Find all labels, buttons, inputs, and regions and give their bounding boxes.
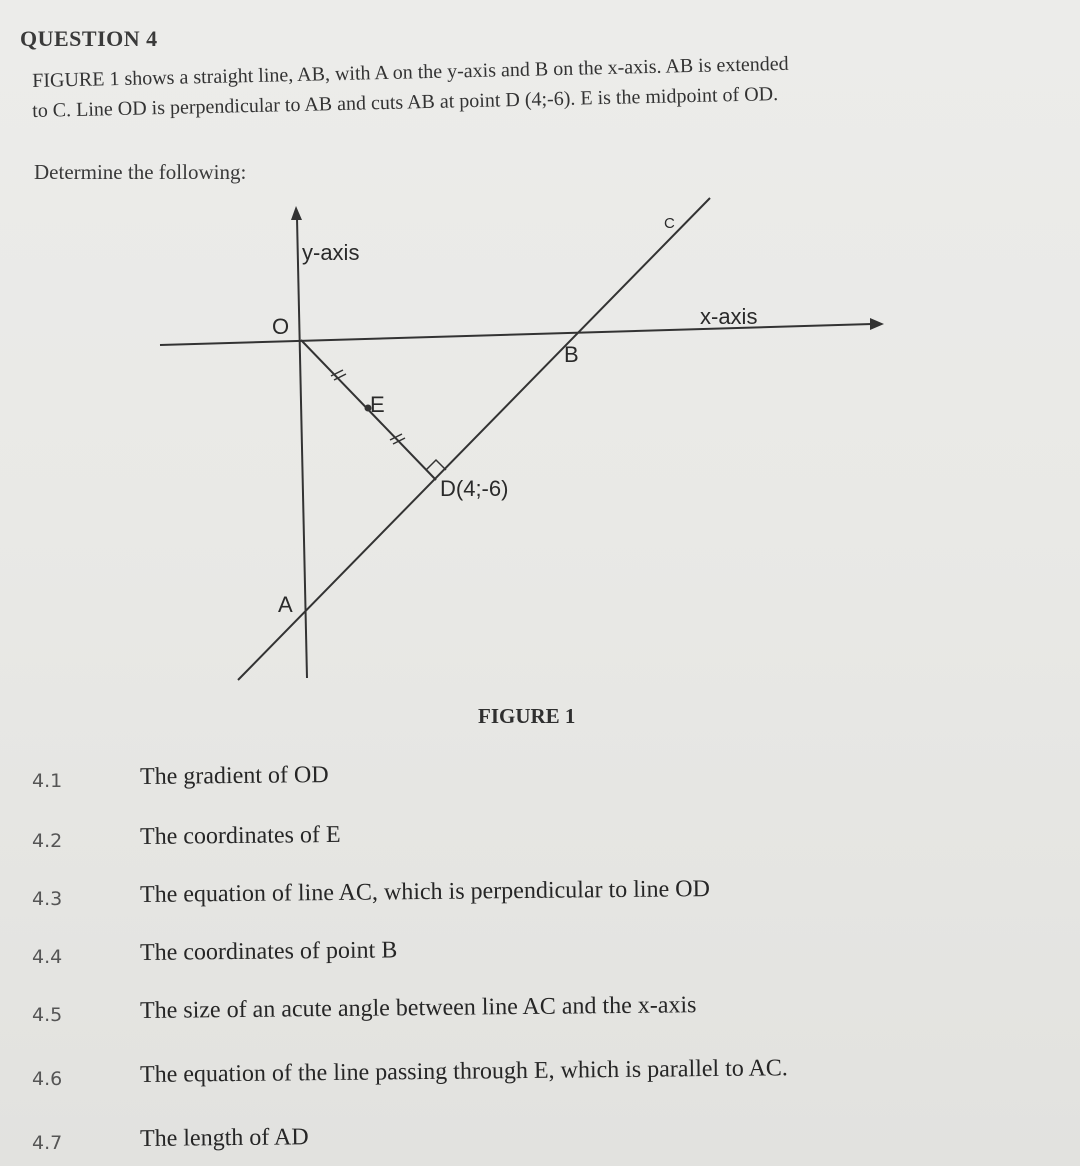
y-axis-arrow-icon <box>291 206 302 220</box>
question-item <box>0 938 1080 978</box>
question-text: The coordinates of point B <box>139 937 398 966</box>
y-axis-label: y-axis <box>302 240 360 265</box>
question-number: 4.3 <box>32 888 63 910</box>
question-number: 4.6 <box>32 1068 63 1090</box>
point-e-label: E <box>370 392 385 417</box>
question-text: The equation of line AC, which is perpendicular to line OD <box>139 876 710 908</box>
question-item <box>0 1055 1080 1100</box>
intro-line-2: to C. Line OD is perpendicular to AB and cuts AB at point D (4;-6). E is the midpoint of OD. <box>32 83 779 122</box>
question-text: The coordinates of E <box>139 821 341 850</box>
question-item <box>0 992 1080 1036</box>
point-c-label: C <box>664 215 675 232</box>
question-number: 4.7 <box>32 1132 63 1154</box>
point-b-label: B <box>564 342 579 367</box>
y-axis-line <box>297 218 307 678</box>
question-number: 4.4 <box>32 946 63 968</box>
question-text: The size of an acute angle between line AC and the x-axis <box>139 992 697 1024</box>
question-number: 4.5 <box>32 1004 63 1026</box>
question-item <box>0 822 1080 862</box>
question-text: The gradient of OD <box>139 762 329 790</box>
intro-line-1: FIGURE 1 shows a straight line, AB, with A on the y-axis and B on the x-axis. AB is extended <box>32 52 789 92</box>
x-axis-label: x-axis <box>700 304 758 329</box>
question-number: 4.1 <box>32 770 63 792</box>
x-axis-arrow-icon <box>870 318 884 330</box>
question-item <box>0 762 1080 802</box>
determine-instruction: Determine the following: <box>34 160 247 184</box>
point-a-label: A <box>278 592 293 617</box>
point-o-label: O <box>272 314 290 339</box>
point-d-label: D(4;-6) <box>440 476 509 501</box>
question-item <box>0 876 1080 920</box>
question-text: The equation of the line passing through E, which is parallel to AC. <box>139 1055 788 1088</box>
question-number: 4.2 <box>32 830 63 852</box>
x-axis-line <box>160 324 872 345</box>
right-angle-mark <box>426 460 446 470</box>
question-heading: QUESTION 4 <box>20 26 158 51</box>
question-item <box>0 1124 1080 1164</box>
line-ac <box>238 198 710 680</box>
figure-caption: FIGURE 1 <box>478 704 576 728</box>
question-text: The length of AD <box>139 1124 309 1152</box>
